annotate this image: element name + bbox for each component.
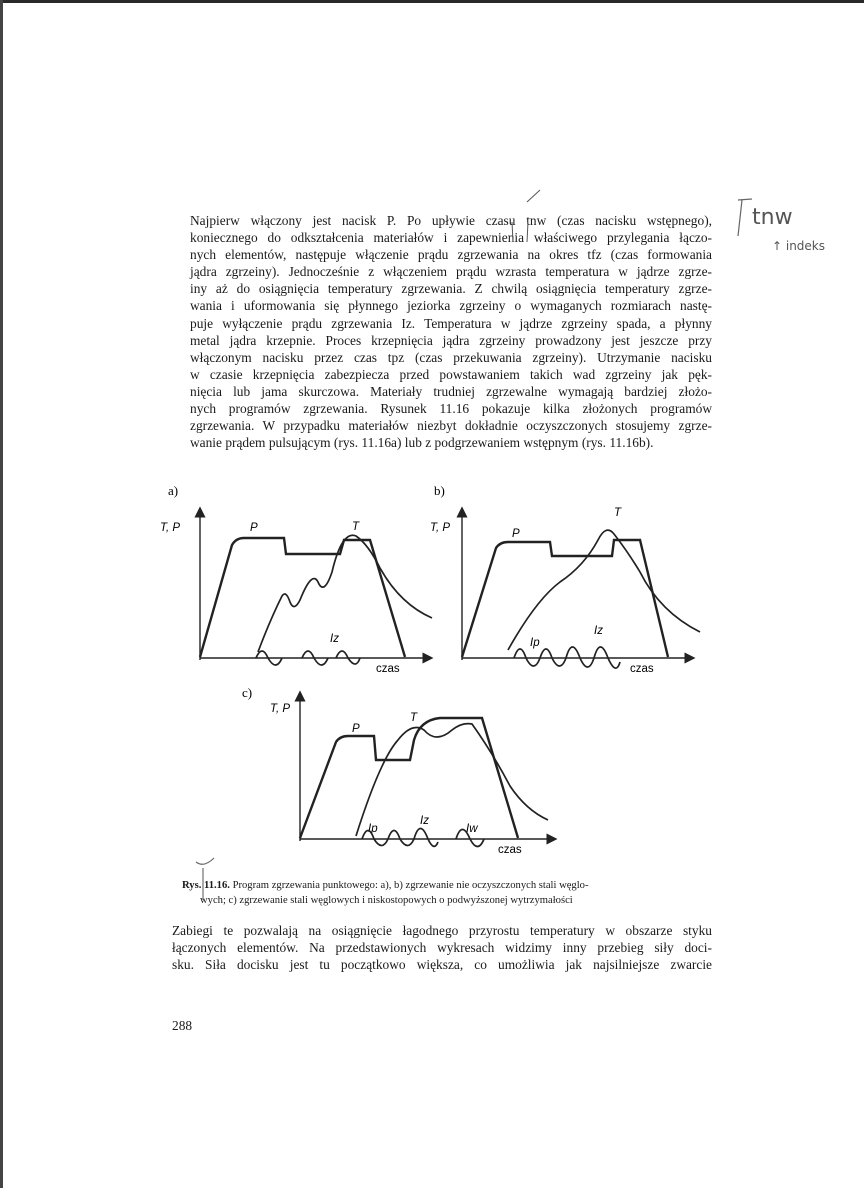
panel-c-iz-label: Iz bbox=[420, 815, 429, 827]
panel-a-x-label: czas bbox=[376, 663, 400, 675]
text-line: wania i uformowania się płynnego jeziorka zgrzeiny o wymaganych rozmiarach nastę- bbox=[190, 298, 712, 314]
panel-a-label: a) bbox=[168, 483, 179, 498]
panel-c bbox=[242, 685, 552, 856]
text-line: metal jądra krzepnie. Proces krzepnięcia jądra zgrzeiny prowadzony jest jeszcze przy bbox=[190, 332, 712, 348]
panel-c-curve-t bbox=[356, 724, 548, 836]
paragraph-2 bbox=[172, 922, 712, 973]
panel-b-x-label: czas bbox=[630, 663, 654, 675]
panel-a bbox=[160, 483, 432, 675]
text-line: sku. Siła docisku jest tu początkowo większa, co umożliwia jak najsilniejsze zwarcie bbox=[172, 957, 712, 973]
caption-text-1: Program zgrzewania punktowego: a), b) zgrzewanie nie oczyszczonych stali węglo- bbox=[232, 880, 589, 891]
figure-caption bbox=[182, 878, 702, 908]
page-number: 288 bbox=[172, 1018, 193, 1033]
panel-c-y-label: T, P bbox=[270, 703, 291, 715]
text-line: zgrzewania. W przypadku materiałów niezbyt dokładnie oczyszczonych stosujemy zgrze- bbox=[190, 418, 712, 434]
panel-c-x-label: czas bbox=[498, 844, 522, 856]
text-line: koniecznego do odkształcenia materiałów i zapewnienia właściwego przylegania łączo- bbox=[190, 230, 712, 246]
panel-b-label: b) bbox=[434, 483, 445, 498]
panel-a-iz-label: Iz bbox=[330, 633, 339, 645]
panel-a-p-label: P bbox=[250, 522, 258, 534]
text-line: iny aż do osiągnięcia temperatury zgrzewania. Z chwilą osiągnięcia temperatury zgrze- bbox=[190, 281, 712, 297]
panel-a-y-label: T, P bbox=[160, 522, 181, 534]
panel-b-ip-label: Ip bbox=[530, 637, 540, 649]
hand-mark-tnw bbox=[512, 190, 540, 242]
text-line: nych elementów, następuje włączenie prądu zgrzewania na okres tfz (czas formowania bbox=[190, 247, 712, 263]
panel-c-t-label: T bbox=[410, 712, 418, 724]
margin-note-line-2: ↑ indeks bbox=[772, 239, 826, 253]
margin-note bbox=[738, 199, 825, 253]
caption-prefix: Rys. 11.16. bbox=[182, 880, 230, 891]
panel-c-label: c) bbox=[242, 685, 253, 700]
text-line: łączonych elementów. Na przedstawionych wykresach widzimy inny przebieg siły doci- bbox=[172, 940, 712, 956]
text-line: nięcia lub jama skurczowa. Materiały trudniej zgrzewalne wymagają bardziej złożo- bbox=[190, 383, 712, 399]
panel-b-p-label: P bbox=[512, 528, 520, 540]
panel-c-ip-label: Ip bbox=[368, 823, 378, 835]
text-line: puje wyłączenie prądu zgrzewania Iz. Temperatura w jądrze zgrzeiny spada, a płynny bbox=[190, 315, 712, 331]
text-line: Zabiegi te pozwalają na osiągnięcie łagodnego przyrostu temperatury w obszarze styku bbox=[172, 923, 712, 938]
caption-text-2: wych; c) zgrzewanie stali węglowych i niskostopowych o podwyższonej wytrzymałości bbox=[200, 895, 573, 906]
panel-c-curve-p bbox=[300, 718, 518, 838]
caption-line-1 bbox=[182, 878, 702, 893]
panel-c-current bbox=[362, 829, 484, 847]
panel-b-t-label: T bbox=[614, 507, 622, 519]
panel-b-y-label: T, P bbox=[430, 522, 451, 534]
text-line: wanie prądem pulsującym (rys. 11.16a) lub z podgrzewaniem wstępnym (rys. 11.16b). bbox=[190, 435, 654, 451]
panel-a-curve-t bbox=[258, 535, 432, 652]
text-line: włączonym nacisku przez czas tpz (czas przekuwania zgrzeiny). Utrzymanie nacisku bbox=[190, 349, 712, 365]
panel-c-iw-label: Iw bbox=[466, 823, 478, 835]
panel-c-p-label: P bbox=[352, 723, 360, 735]
panel-b-curve-t bbox=[508, 530, 700, 650]
panel-b bbox=[430, 483, 700, 675]
panel-b-curve-p bbox=[462, 540, 668, 657]
panel-a-t-label: T bbox=[352, 521, 360, 533]
text-line: nych programów zgrzewania. Rysunek 11.16 pokazuje kilka złożonych programów bbox=[190, 401, 712, 417]
text-line: w czasie krzepnięcia zabezpiecza przed powstawaniem takich wad zgrzeiny jak pęk- bbox=[190, 366, 712, 382]
margin-note-line-1: tnw bbox=[752, 205, 793, 230]
text-line: jądra zgrzeiny). Jednocześnie z włączeniem prądu wzrasta temperatura w jądrze zgrze- bbox=[190, 264, 712, 280]
panel-b-iz-label: Iz bbox=[594, 625, 603, 637]
text-line: Najpierw włączony jest nacisk P. Po upływie czasu tnw (czas nacisku wstępnego), bbox=[190, 213, 712, 228]
